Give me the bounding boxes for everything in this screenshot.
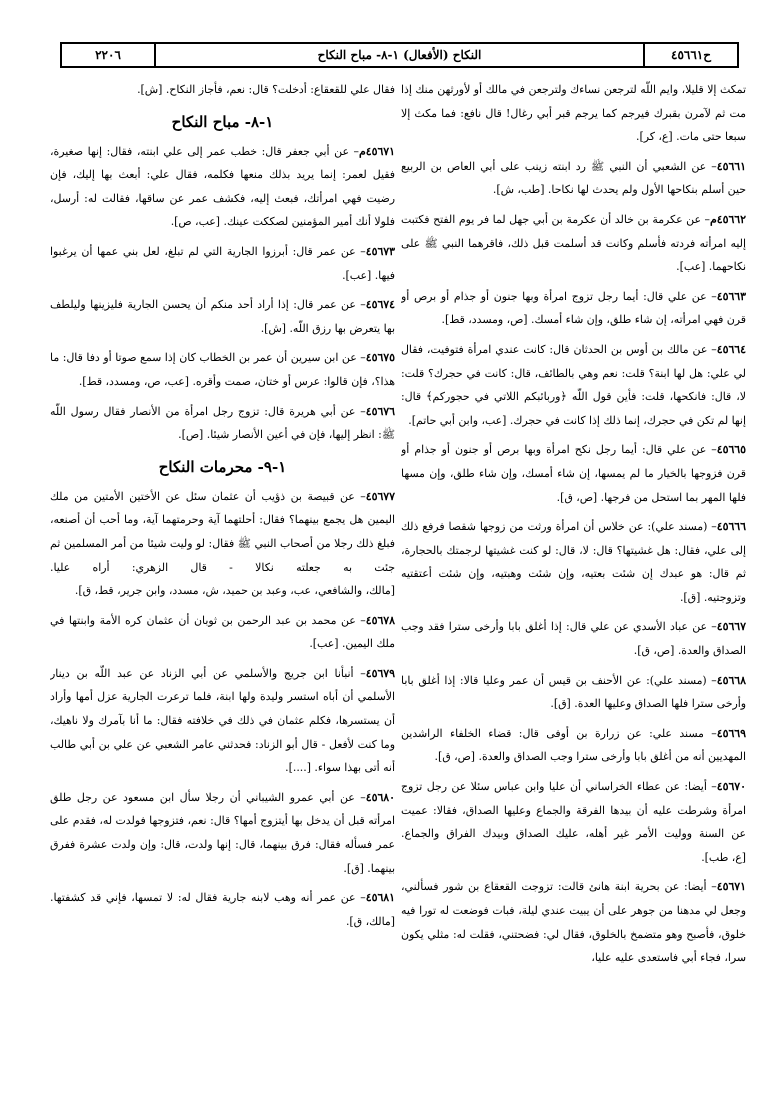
entry-source: [ع، كر].: [636, 130, 673, 144]
entry-source: [مالك، والشافعي، عب، وعبد بن حميد، ش، مسدد، وابن جرير، قط، ق].: [74, 584, 395, 598]
left-column: [50, 78, 395, 1088]
entry-number: ٤٥٦٧٥: [365, 351, 395, 365]
entry-source: [ص، ق].: [556, 490, 598, 504]
entry-text: – عن عمر أنه وهب لابنه جارية فقال له: لا تمسها، فإني قد كشفتها.: [50, 891, 366, 905]
entry-text: – (مسند علي): عن خلاس أن امرأة ورثت من زوجها شقصا فرفع ذلك إلى علي، فقال: هل غشيتها؟ قال: لا، قال: لو كنت غشيتها لرجمتك بالحجارة، ثم قال: هو عبدك إن شئت بعتيه، وإن شئت وهبتيه، وإن شئت أعتقتيه وتزوجتيه.: [401, 520, 746, 604]
hadith-entry: [50, 609, 395, 656]
continuation-text: [50, 78, 395, 102]
entry-source: [عب].: [342, 268, 372, 282]
entry-number: ٤٥٦٧٠: [716, 780, 746, 794]
hadith-entry: [401, 155, 746, 202]
entry-number: ٤٥٦٨١: [365, 891, 395, 905]
entry-number: ٤٥٦٧٤: [365, 298, 395, 312]
entry-source: [ع، طب].: [701, 850, 746, 864]
entry-number: ٤٥٦٧١: [716, 880, 746, 894]
entry-text: – عن قبيصة بن ذؤيب أن عثمان سئل عن الأختين الأمتين من ملك اليمين هل يجمع بينهما؟ فقال: أحلتهما آية وحرمتهما آية، وما أحب أن أصنعه، فبلغ ذلك رجلا من أصحاب النبي ﷺ فقال: لو وليت شيئا من أمر المسلمين ثم جئت به جعلته نكالا - قال الزهري: أراه عليا.: [50, 489, 395, 574]
header-page-number: ٢٢٠٦: [95, 48, 121, 62]
entry-text: – عن أبي هريرة قال: تزوج رجل امرأة من الأنصار فقال رسول اللّه ﷺ: انظر إليها، فإن في أعين الأنصار شيئا.: [50, 404, 395, 442]
hadith-entry: [401, 515, 746, 609]
section-heading-prohibited-marriage: ١-٩- محرمات النكاح: [158, 457, 287, 476]
entry-source: [ص، ومسدد، قط].: [441, 313, 528, 327]
entry-text: – عن عباد الأسدي عن علي قال: إذا أغلق بابا وأرخى سترا فقد وجب الصداق والعدة.: [401, 620, 746, 658]
entry-source: [ق].: [679, 590, 701, 604]
entry-number: ٤٥٦٦٧: [716, 620, 746, 634]
hadith-entry: [401, 669, 746, 716]
entry-number: ٤٥٦٦٣: [716, 289, 746, 303]
entry-number: ٤٥٦٧٩: [365, 666, 395, 680]
entry-source: [ص، ق].: [633, 644, 675, 658]
entry-text: – أيضا: عن عطاء الخراساني أن عليا وابن عباس سئلا عن رجل تزوج امرأة وشرطت عليه أن بيدها الفرقة والجماع وعليها الصداق، فقالا: عميت عن السنة ووليت الأمر غير أهله، عليك الصداق وبيدك الفراق والجماع.: [401, 780, 746, 841]
entry-number: ٤٥٦٧٨: [365, 613, 395, 627]
entry-number: ٤٥٦٦٦: [716, 520, 746, 534]
entry-source: [طب، ش].: [492, 183, 545, 197]
entry-text: – عن عكرمة بن خالد أن عكرمة بن أبي جهل لما فر يوم الفتح فكتبت إليه امرأته فردته فأسلم وكانت قد أسلمت قبل ذلك، فاقرهما النبي ﷺ على نكاحهما.: [401, 212, 746, 274]
entry-number: ٤٥٦٦٢م: [710, 212, 746, 226]
header-hadith-range: ح٤٥٦٦١: [643, 44, 737, 66]
entry-text: – عن أبي عمرو الشيباني أن رجلا سأل ابن مسعود عن رجل طلق امرأته قبل أن يدخل بها أيتزوج أمها؟ قال: نعم، فتزوجها فولدت له، فقدم على عمر فسأله فقال: فرق بينهما، قال: إنها ولدت، قال: وإن ولدت عشرة ففرق بينهما.: [50, 790, 395, 875]
entry-text: – عن ابن سيرين أن عمر بن الخطاب كان إذا سمع صوتا أو دفا قال: ما هذا؟، فإن قالوا: عرس أو ختان، صمت وأقره.: [50, 351, 395, 388]
entry-text: تمكث إلا قليلا، وايم اللّه لترجعن نساءك ولترجعن في مالك أو لأورثهن منك إذا مت ثم لآمرن بقبرك فيرجم كما يرجم قبر أبي رغال! قال نافع: فما مكث إلا سبعا حتى مات.: [401, 83, 746, 144]
entry-source: [ص، ق].: [434, 750, 476, 764]
entry-text: – (مسند علي): عن الأحنف بن قيس أن عمر وعليا قالا: إذا أغلق بابا وأرخى سترا فلها الصداق وعليها العدة.: [401, 673, 746, 711]
hadith-entry: [50, 662, 395, 780]
hadith-entry: [50, 786, 395, 880]
hadith-entry: [401, 208, 746, 279]
right-column: [401, 78, 746, 1088]
entry-source: [ق].: [343, 861, 364, 875]
entry-source: [عب، ص].: [170, 215, 221, 229]
entry-text: – عن أبي جعفر قال: خطب عمر إلى علي ابنته، فقال: إنها صغيرة، فقيل لعمر: إنما يريد بذلك منعها فكلمه، فقال علي: أبعث بها إليك، فإن رضيت فهي امرأتك، فبعث إليه، فكشف عمر عن ساقها، فقالت له: أرسل، فلولا أنك أمير المؤمنين لصككت عينك.: [50, 144, 395, 229]
entry-text: فقال علي للقعقاع: أدخلت؟ قال: نعم، فأجاز النكاح.: [165, 83, 395, 96]
hadith-entry: [50, 346, 395, 393]
hadith-entry: [401, 78, 746, 149]
entry-text: – عن عمر قال: أبرزوا الجارية التي لم تبلغ، لعل بني عمها أن يرغبوا فيها.: [50, 244, 395, 282]
entry-source: [ش].: [260, 321, 286, 335]
entry-source: [مالك، ق].: [345, 914, 395, 928]
header-title: النكاح (الأفعال) ١-٨- مباح النكاح: [154, 44, 643, 66]
section-heading-permissible-marriage: ١-٨- مباح النكاح: [171, 112, 274, 131]
hadith-entry: [401, 338, 746, 432]
entry-number: ٤٥٦٦٨: [716, 673, 746, 687]
entry-number: ٤٥٦٦٥: [716, 443, 746, 457]
hadith-entry: [50, 886, 395, 933]
hadith-entry: [50, 400, 395, 447]
entry-text: – مسند علي: عن زرارة بن أوفى قال: قضاء الخلفاء الراشدين المهديين أنه من أغلق بابا وأرخى سترا وجب الصداق والعدة.: [401, 726, 746, 764]
entry-number: ٤٥٦٧٧: [365, 489, 395, 503]
entry-text: – عن عمر قال: إذا أراد أحد منكم أن يحسن الجارية فليزينها وليلطف بها يتعرض بها رزق اللّه.: [50, 298, 395, 335]
hadith-entry: [401, 775, 746, 869]
hadith-entry: [50, 293, 395, 340]
entry-source: [....].: [285, 761, 311, 775]
entry-source: [ص].: [178, 428, 204, 442]
entry-text: – عن مالك بن أوس بن الحدثان قال: كانت عندي امرأة فتوفيت، فقال لي علي: هل لها ابنة؟ قلت: نعم وهي بالطائف، قال: كانت في حجرك؟ قلت: لا، قال: فانكحها، قلت: فأين قول اللّه ﴿وربائبكم اللاتي في حجوركم﴾ قال: إنها لم تكن في حجرك، إنما ذلك إذا كانت في حجرك.: [401, 342, 746, 427]
hadith-entry: [401, 722, 746, 769]
entry-number: ٤٥٦٦٤: [716, 342, 746, 356]
entry-text: – عن الشعبي أن النبي ﷺ رد ابنته زينب على أبي العاص بن الربيع حين أسلم بنكاحها الأول ولم يحدث لها نكاحا.: [401, 159, 746, 197]
hadith-entry: [401, 615, 746, 662]
entry-source: [عب، وابن أبي حاتم].: [408, 413, 507, 427]
entry-source: [عب].: [676, 260, 706, 274]
entry-text: – عن علي قال: أيما رجل نكح امرأة وبها برص أو جنون أو جذام أو قرن فزوجها بالخيار ما لم يمسها، إن شاء أمسك، وإن شاء طلق، وإن مسها فلها المهر بما استحل من فرجها.: [401, 443, 746, 504]
entry-number: ٤٥٦٧١م: [359, 144, 395, 158]
entry-source: [عب].: [309, 637, 339, 651]
hadith-entry: [50, 485, 395, 603]
entry-text: – عن محمد بن عبد الرحمن بن ثوبان أن عثمان كره الأمة وابنتها في ملك اليمين.: [50, 613, 395, 651]
entry-text: – عن علي قال: أيما رجل تزوج امرأة وبها جنون أو جذام أو برص أو قرن فهي امرأته، إن شاء طلق، وإن شاء أمسك.: [401, 289, 746, 327]
hadith-entry: [401, 438, 746, 509]
entry-text: – أنبأنا ابن جريج والأسلمي عن أبي الزناد عن عبد اللّه بن دينار الأسلمي أن أباه استسر وليدة ولها ابنة، فلما ترعرت الجارية عزل أمها وأراد أن يستسرها، فكلم عثمان في ذلك في خلافته فقال: ما أنا بآمرك ولا ناهيك، وما كنت لأفعل - قال أبو الزناد: فحدثني عامر الشعبي عن علي بن أبي طالب أنه أتى بهذا سواء.: [50, 666, 395, 775]
entry-source: [ش].: [137, 83, 163, 96]
entry-source: [عب، ص، ومسدد، قط].: [78, 374, 189, 388]
running-header: [60, 42, 739, 68]
hadith-entry: [50, 240, 395, 287]
hadith-entry: [401, 875, 746, 969]
hadith-entry: [50, 140, 395, 234]
entry-text: – أيضا: عن بحرية ابنة هانئ قالت: تزوجت القعقاع بن شور فسألني، وجعل لي مدهنا من جوهر على أن يبيت عندي ليلة، فبات فوضعت له تورا فيه خلوق، فأصبح وهو متضمخ بالخلوق، فقال لي: فضحتني، فقلت له: مثلي يكون سرا، فجاء أبي فاستعدى عليه عليا،: [401, 880, 746, 965]
entry-number: ٤٥٦٦١: [716, 159, 746, 173]
entry-number: ٤٥٦٧٣: [365, 244, 395, 258]
entry-number: ٤٥٦٧٦: [365, 404, 395, 418]
entry-source: [ق].: [550, 697, 571, 711]
entry-number: ٤٥٦٨٠: [365, 790, 395, 804]
hadith-entry: [401, 285, 746, 332]
entry-number: ٤٥٦٦٩: [716, 726, 746, 740]
